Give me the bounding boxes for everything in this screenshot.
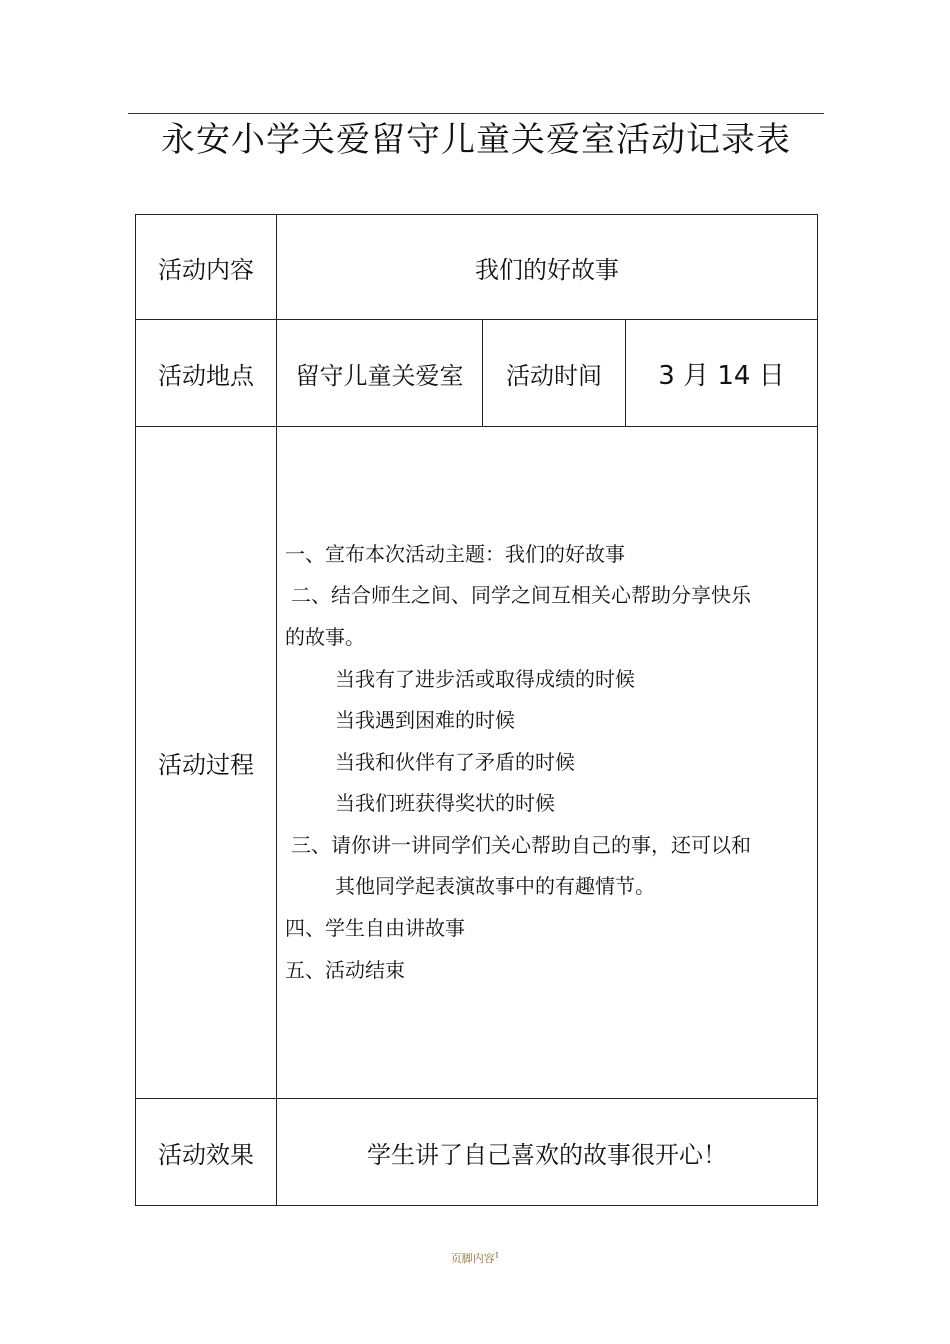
- page-footer: [0, 1250, 950, 1266]
- process-line: 一、宣布本次活动主题：我们的好故事: [285, 541, 625, 566]
- label-process: 活动过程: [136, 427, 277, 1099]
- process-line: 的故事。: [285, 624, 365, 649]
- process-line: 当我们班获得奖状的时候: [335, 791, 555, 816]
- page-number: 1: [494, 1251, 500, 1260]
- label-content: 活动内容: [136, 215, 277, 320]
- row-effect: [136, 1099, 818, 1206]
- value-process: [277, 427, 818, 1099]
- value-location: 留守儿童关爱室: [277, 320, 483, 427]
- process-line: 二、结合师生之间、同学之间互相关心帮助分享快乐: [291, 583, 751, 608]
- process-line: 当我遇到困难的时候: [335, 708, 515, 733]
- process-line: 三、请你讲一讲同学们关心帮助自己的事，还可以和: [291, 832, 751, 857]
- activity-record-table: [135, 214, 818, 1206]
- document-title: 永安小学关爱留守儿童关爱室活动记录表: [161, 120, 791, 160]
- value-effect: 学生讲了自己喜欢的故事很开心！: [277, 1099, 818, 1206]
- process-list: [277, 534, 817, 992]
- row-process: [136, 427, 818, 1099]
- label-time: 活动时间: [483, 320, 626, 427]
- label-effect: 活动效果: [136, 1099, 277, 1206]
- process-line: 当我和伙伴有了矛盾的时候: [335, 749, 575, 774]
- label-location: 活动地点: [136, 320, 277, 427]
- process-line: 五、活动结束: [285, 957, 405, 982]
- value-time: 3 月 14 日: [626, 320, 818, 427]
- process-line: 当我有了进步活或取得成绩的时候: [335, 666, 635, 691]
- row-location-time: [136, 320, 818, 427]
- value-content: 我们的好故事: [277, 215, 818, 320]
- row-content: [136, 215, 818, 320]
- process-line: 四、学生自由讲故事: [285, 916, 465, 941]
- process-line: 其他同学起表演故事中的有趣情节。: [335, 874, 655, 899]
- footer-text: 页脚内容: [450, 1252, 495, 1265]
